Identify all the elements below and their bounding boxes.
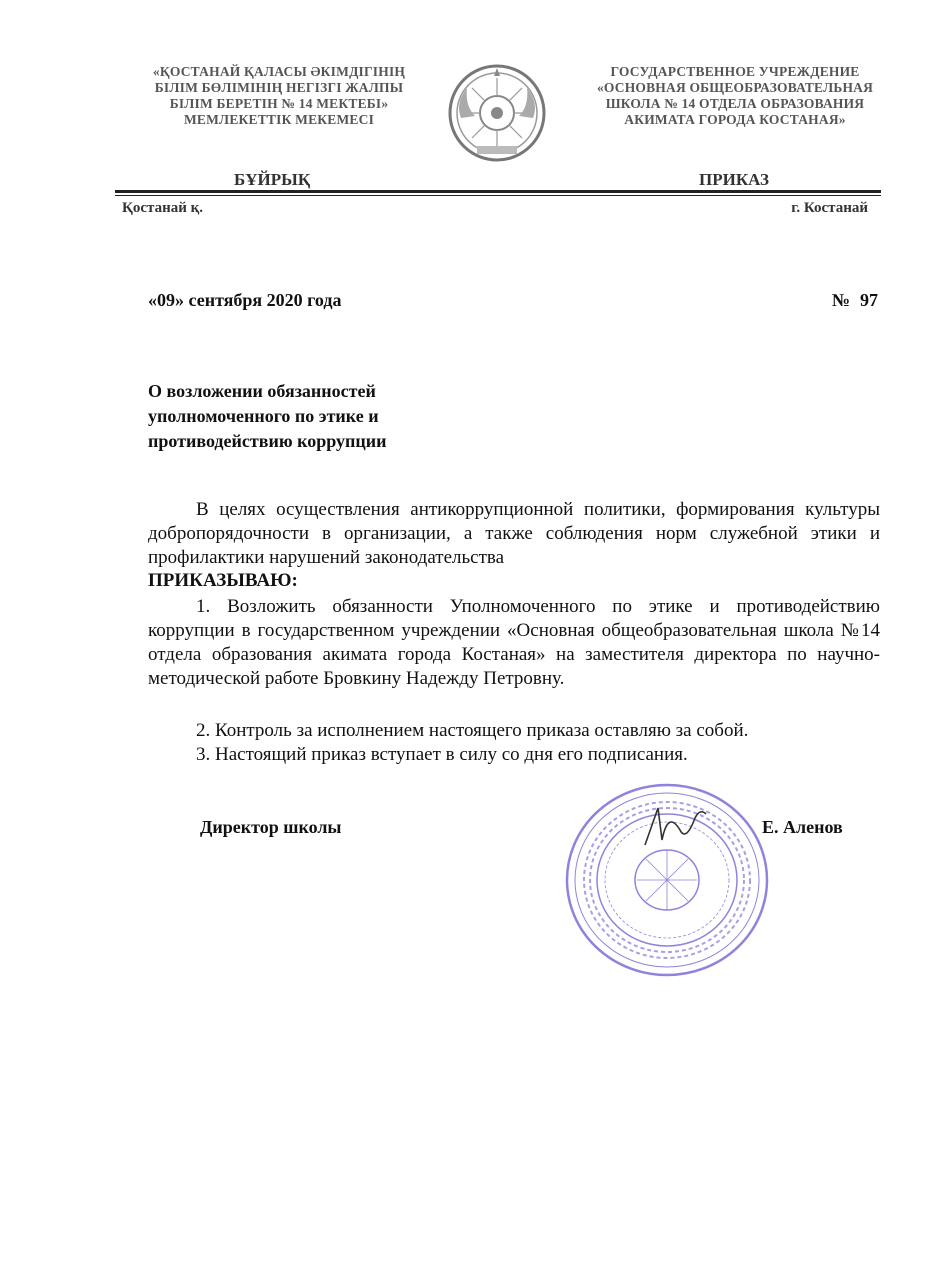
letterhead-left-line: БІЛІМ БӨЛІМІНІҢ НЕГІЗГІ ЖАЛПЫ <box>154 80 404 95</box>
letterhead-right-line: ШКОЛА № 14 ОТДЕЛА ОБРАЗОВАНИЯ <box>605 96 865 111</box>
state-emblem-icon <box>447 58 547 168</box>
preamble-paragraph <box>148 498 880 570</box>
item1-line: общеобразовательная школа №14 отдела образования акимата города <box>148 620 881 665</box>
preamble-line: культуры добропорядочности в организации, а также соблюдения норм <box>148 499 880 544</box>
order-subject <box>148 379 448 454</box>
letterhead-left-line: «ҚОСТАНАЙ ҚАЛАСЫ ӘКІМДІГІНІҢ <box>152 64 406 79</box>
item1-line: 1. Возложить обязанности Уполномоченного по этике и <box>196 596 720 617</box>
number-sign: № <box>831 290 850 310</box>
number-value: 97 <box>860 290 878 310</box>
letterhead-right-line: АКИМАТА ГОРОДА КОСТАНАЯ» <box>624 112 846 127</box>
subject-line: уполномоченного по этике и <box>148 406 379 426</box>
order-word: ПРИКАЗЫВАЮ: <box>148 570 298 591</box>
letterhead-right-line: «ОСНОВНАЯ ОБЩЕОБРАЗОВАТЕЛЬНАЯ <box>596 80 874 95</box>
header-divider-thin <box>115 195 881 196</box>
subject-line: противодействию коррупции <box>148 431 387 451</box>
letterhead-left-line: БІЛІМ БЕРЕТІН № 14 МЕКТЕБІ» <box>169 96 389 111</box>
signatory-title: Директор школы <box>200 817 342 837</box>
item1-line: противодействию коррупции в государственном учреждении «Основная <box>148 596 880 641</box>
doc-type-kz: БҰЙРЫҚ <box>234 170 311 189</box>
order-item-1 <box>148 595 880 691</box>
subject-line: О возложении обязанностей <box>148 381 376 401</box>
order-number <box>822 290 878 311</box>
item1-line: Костаная» на заместителя директора по научно-методической работе Бровкину <box>148 644 880 689</box>
header-divider-thick <box>115 190 881 193</box>
letterhead-left-line: МЕМЛЕКЕТТІК МЕКЕМЕСІ <box>183 112 375 127</box>
letterhead-right-ru <box>570 64 900 128</box>
order-item-3: 3. Настоящий приказ вступает в силу со дня его подписания. <box>196 744 688 765</box>
preamble-line: В целях осуществления антикоррупционной политики, формирования <box>196 499 795 520</box>
preamble-line: служебной этики и профилактики нарушений законодательства <box>148 523 880 568</box>
item1-line: Надежду Петровну. <box>405 668 565 689</box>
order-date: «09» сентября 2020 года <box>148 290 342 310</box>
doc-type-ru: ПРИКАЗ <box>699 170 769 189</box>
city-kz: Қостанай қ. <box>122 200 204 216</box>
order-item-2: 2. Контроль за исполнением настоящего приказа оставляю за собой. <box>196 720 749 741</box>
city-ru: г. Костанай <box>791 200 868 216</box>
letterhead-left-kz <box>120 64 438 128</box>
signatory-name: Е. Аленов <box>762 817 843 837</box>
letterhead-right-line: ГОСУДАРСТВЕННОЕ УЧРЕЖДЕНИЕ <box>610 64 860 79</box>
handwritten-signature <box>640 800 710 850</box>
